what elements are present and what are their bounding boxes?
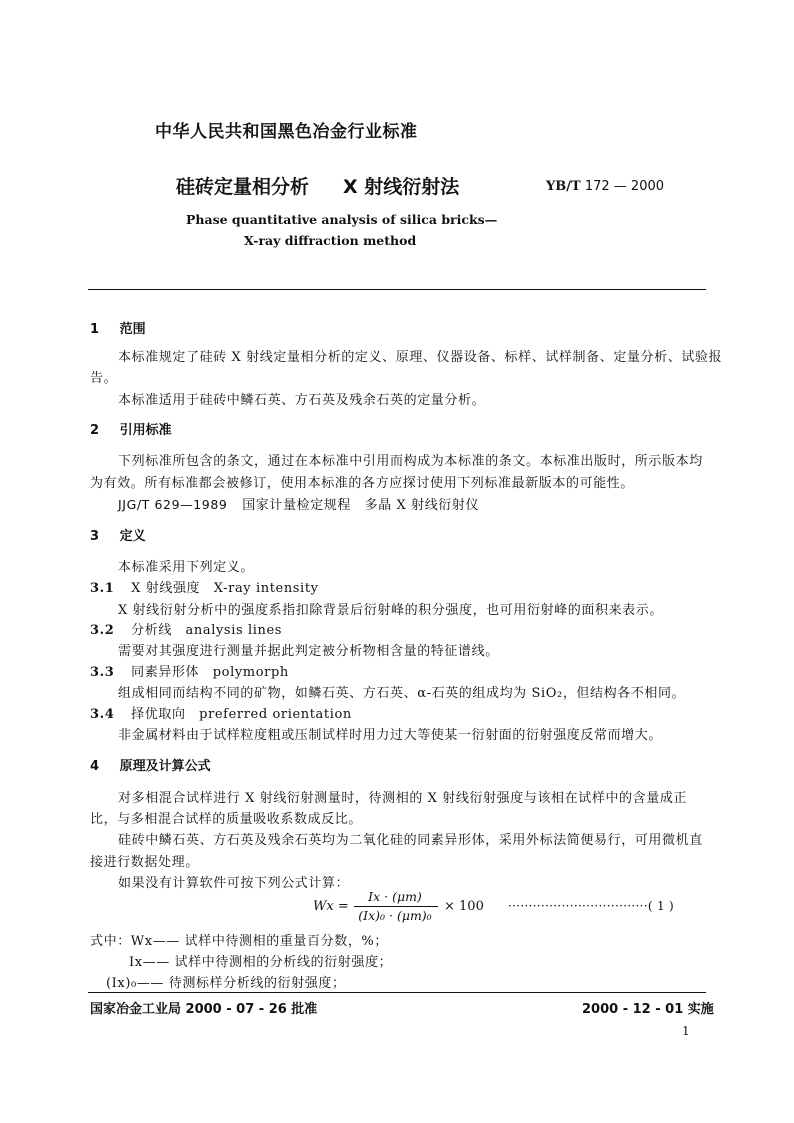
section-2-paragraph-1-cont: 为有效。所有标准都会被修订，使用本标准的各方应探讨使用下列标准最新版本的可能性。 (90, 476, 635, 491)
definition-3-4-heading (90, 703, 352, 722)
fraction-bar (354, 906, 438, 907)
footer-rule (88, 992, 706, 993)
section-title: 引用标准 (119, 423, 172, 438)
section-2-heading (90, 419, 172, 438)
section-title: 范围 (119, 322, 146, 337)
definition-number: 3.2 (90, 623, 115, 638)
definition-3-4-text: 非金属材料由于试样粒度粗或压制试样时用力过大等使某一衍射面的衍射强度反常而增大。 (118, 728, 663, 743)
definition-3-2-text: 需要对其强度进行测量并据此判定被分析物相含量的特征谱线。 (118, 644, 499, 659)
document-title-cn: 硅砖定量相分析 (176, 176, 310, 198)
section-3-heading (90, 525, 146, 544)
definition-3-2-heading (90, 619, 282, 638)
section-1-paragraph-1: 本标准规定了硅砖 X 射线定量相分析的定义、原理、仪器设备、标样、试样制备、定量分析、试验报 (118, 350, 723, 365)
section-3-intro: 本标准采用下列定义。 (118, 560, 255, 575)
definition-3-3-heading (90, 661, 289, 680)
formula-equation-number: ··································( 1 ) (508, 899, 675, 913)
header-rule (88, 289, 706, 290)
standard-number: 172 — 2000 (584, 179, 665, 194)
section-1-paragraph-1-cont: 告。 (90, 371, 118, 386)
formula-denominator: (Ix)₀ · (μm)₀ (358, 908, 432, 923)
page-number: 1 (682, 1024, 690, 1038)
section-1-paragraph-2: 本标准适用于硅砖中鳞石英、方石英及残余石英的定量分析。 (118, 393, 486, 408)
referenced-standard-code: JJG/T 629—1989 (118, 497, 228, 512)
document-title-en-line2: X-ray diffraction method (244, 233, 417, 248)
where-clause-ix0: (Ix)₀—— 待测标样分析线的衍射强度； (106, 976, 346, 991)
section-2-paragraph-1: 下列标准所包含的条文，通过在本标准中引用而构成为本标准的条文。本标准出版时，所示版本均 (118, 454, 703, 469)
section-number: 2 (90, 423, 100, 438)
formula-numerator: Ix · (μm) (368, 889, 422, 904)
definition-3-1-heading (90, 577, 319, 596)
definition-number: 3.1 (90, 581, 115, 596)
standard-prefix: YB/T (546, 179, 581, 194)
definition-term: 分析线 analysis lines (131, 623, 283, 638)
document-title-cn-method: X 射线衍射法 (343, 176, 460, 198)
definition-number: 3.4 (90, 707, 115, 722)
section-4-heading (90, 755, 211, 774)
definition-3-1-text: X 射线衍射分析中的强度系指扣除背景后衍射峰的积分强度，也可用衍射峰的面积来表示。 (118, 603, 663, 618)
section-title: 定义 (119, 529, 146, 544)
referenced-standard-title: 国家计量检定规程 多晶 X 射线衍射仪 (242, 498, 480, 513)
definition-3-3-text: 组成相同而结构不同的矿物，如鳞石英、方石英、α-石英的组成均为 SiO₂，但结构各不相同。 (118, 686, 686, 701)
document-title-en-line1: Phase quantitative analysis of silica bricks— (186, 212, 498, 227)
standard-id (546, 179, 664, 194)
section-4-paragraph-3: 如果没有计算软件可按下列公式计算： (118, 876, 350, 891)
where-clause-ix: Ix—— 试样中待测相的分析线的衍射强度； (129, 955, 393, 970)
org-title: 中华人民共和国黑色冶金行业标准 (155, 122, 418, 142)
implementation-date: 2000 - 12 - 01 实施 (582, 1002, 714, 1017)
referenced-standard (118, 494, 479, 513)
definition-number: 3.3 (90, 665, 115, 680)
section-4-paragraph-2: 硅砖中鳞石英、方石英及残余石英均为二氧化硅的同素异形体，采用外标法简便易行，可用微机直 (118, 833, 703, 848)
definition-term: 择优取向 preferred orientation (131, 707, 352, 722)
section-number: 1 (90, 322, 100, 337)
section-number: 3 (90, 529, 100, 544)
definition-term: X 射线强度 X-ray intensity (131, 581, 319, 596)
section-title: 原理及计算公式 (119, 759, 211, 774)
where-clause-wx: 式中：Wx—— 试样中待测相的重量百分数，%； (90, 934, 388, 949)
formula-multiplier: × 100 (444, 899, 484, 914)
section-1-heading (90, 318, 146, 337)
formula-lhs: Wx = (313, 899, 349, 914)
section-4-paragraph-1: 对多相混合试样进行 X 射线衍射测量时，待测相的 X 射线衍射强度与该相在试样中的含量成正 (118, 791, 688, 806)
definition-term: 同素异形体 polymorph (131, 665, 289, 680)
section-4-paragraph-1-cont: 比，与多相混合试样的质量吸收系数成反比。 (90, 812, 363, 827)
section-4-paragraph-2-cont: 接进行数据处理。 (90, 855, 199, 870)
approval-date: 国家冶金工业局 2000 - 07 - 26 批准 (90, 1002, 318, 1017)
section-number: 4 (90, 759, 100, 774)
